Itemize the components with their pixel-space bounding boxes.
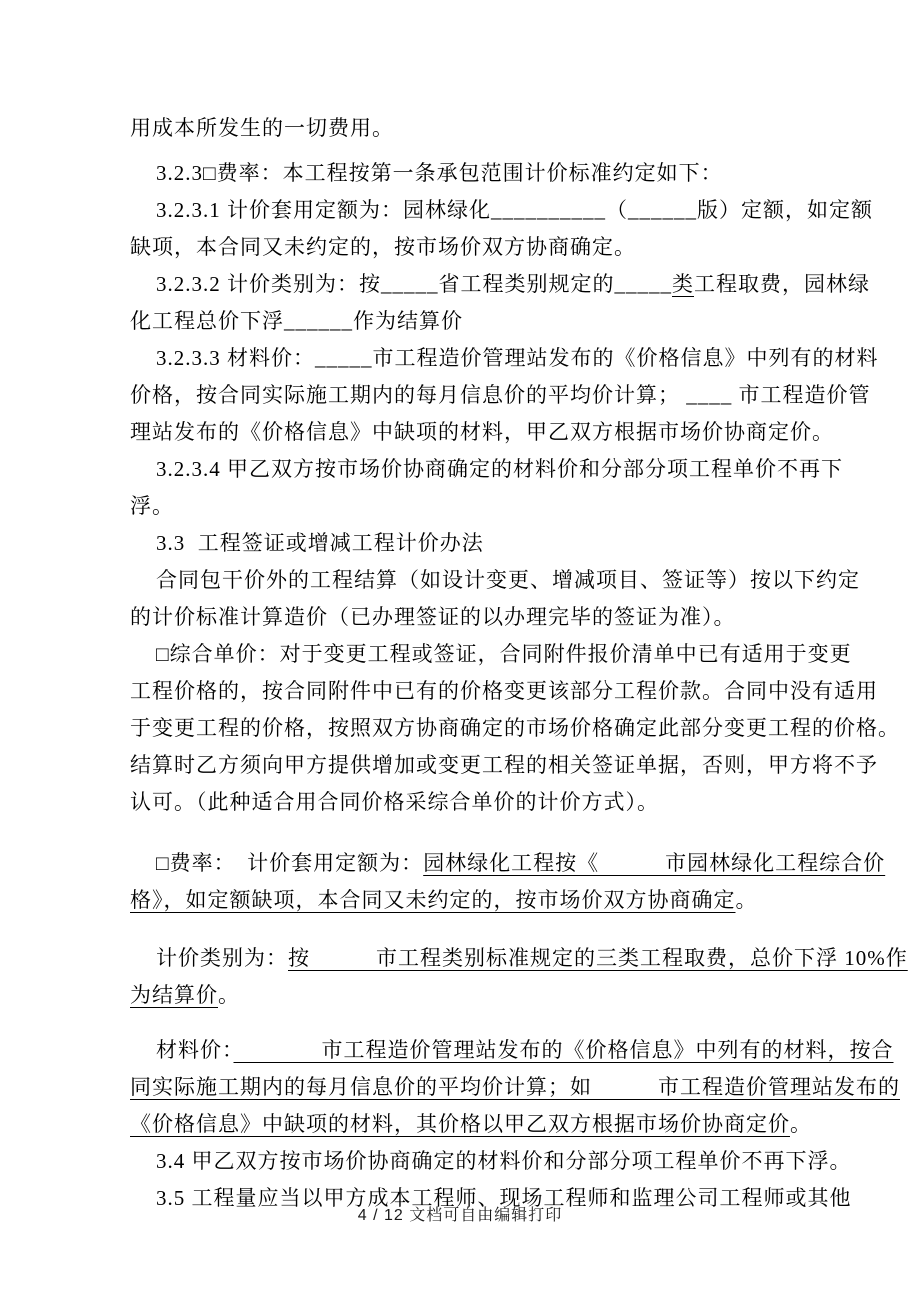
text-run: 的计价标准计算造价（已办理签证的以办理完毕的签证为准）。 (130, 605, 736, 629)
text-run: 3.5 工程量应当以甲方成本工程师、现场工程师和监理公司工程师或其他 (156, 1186, 852, 1210)
document-line (130, 636, 890, 673)
document-line (130, 882, 890, 919)
text-run: 化工程总价下浮______作为结算价 (130, 309, 463, 333)
text-run: 工程价格的，按合同附件中已有的价格变更该部分工程价款。合同中没有适用 (130, 679, 878, 703)
text-run: 3.2.3.2 计价类别为：按_____省工程类别规定的_____ (156, 272, 672, 296)
page-footer (0, 1204, 920, 1228)
underlined-text-run: 园林绿化工程按《 市园林绿化工程综合价 (423, 851, 886, 875)
text-run: 认可。（此种适合用合同价格采综合单价的计价方式）。 (130, 790, 659, 814)
document-line (130, 414, 890, 451)
text-run: 3.2.3.1 计价套用定额为：园林绿化__________（______版）定额，如定额 (156, 198, 873, 222)
underlined-text-run: 类 (672, 272, 694, 296)
document-line (130, 229, 890, 266)
document-line (130, 747, 890, 784)
document-line (130, 1069, 900, 1106)
underlined-text-run: 市工程造价管理站发布的《价格信息》中列有的材料，按合 (233, 1038, 894, 1062)
document-line (130, 266, 890, 303)
document-line (130, 377, 890, 414)
text-run: 3.2.3□费率：本工程按第一条承包范围计价标准约定如下： (156, 161, 723, 185)
text-run: 3.4 甲乙双方按市场价协商确定的材料价和分部分项工程单价不再下浮。 (156, 1149, 852, 1173)
underlined-text-run: 《价格信息》中缺项的材料，其价格以甲乙双方根据市场价协商定价 (130, 1112, 790, 1136)
document-line (130, 599, 890, 636)
document-line (130, 488, 890, 525)
document-line (130, 155, 890, 192)
document-body (130, 110, 908, 1217)
text-run: □费率： 计价套用定额为： (156, 851, 424, 875)
text-run: 用成本所发生的一切费用。 (130, 116, 394, 140)
text-run: 于变更工程的价格，按照双方协商确定的市场价格确定此部分变更工程的价格。 (130, 716, 900, 740)
text-run: 3.3 工程签证或增减工程计价办法 (156, 531, 484, 555)
document-line (130, 845, 890, 882)
underlined-text-run: 按 市工程类别标准规定的三类工程取费，总价下浮 10%作 (288, 946, 908, 970)
text-run: 价格，按合同实际施工期内的每月信息价的平均价计算； ____ 市工程造价管 (130, 383, 871, 407)
page-number-label: 4 / 12 文档可自由编辑打印 (357, 1207, 563, 1224)
underlined-text-run: 为结算价 (130, 983, 218, 1007)
document-line (130, 451, 890, 488)
text-run: 理站发布的《价格信息》中缺项的材料，甲乙双方根据市场价协商定价。 (130, 420, 834, 444)
text-run: 。 (790, 1112, 812, 1136)
text-run: □综合单价：对于变更工程或签证，合同附件报价清单中已有适用于变更 (156, 642, 852, 666)
text-run: 。 (218, 983, 240, 1007)
text-run: 计价类别为： (156, 946, 288, 970)
text-run: 合同包干价外的工程结算（如设计变更、增减项目、签证等）按以下约定 (156, 568, 860, 592)
text-run: 工程取费，园林绿 (694, 272, 870, 296)
text-run: 3.2.3.3 材料价：_____市工程造价管理站发布的《价格信息》中列有的材料 (156, 346, 879, 370)
document-line (130, 1143, 890, 1180)
document-line (130, 710, 900, 747)
document-line (130, 303, 890, 340)
underlined-text-run: 格》，如定额缺项，本合同又未约定的，按市场价双方协商确定 (130, 888, 736, 912)
document-line (130, 940, 908, 977)
text-run: 。 (735, 888, 758, 912)
text-run: 结算时乙方须向甲方提供增加或变更工程的相关签证单据，否则，甲方将不予 (130, 753, 878, 777)
text-run: 材料价： (156, 1038, 234, 1062)
document-line (130, 977, 890, 1014)
text-run: 3.2.3.4 甲乙双方按市场价协商确定的材料价和分部分项工程单价不再下 (156, 457, 843, 481)
document-line (130, 110, 890, 147)
document-line (130, 340, 890, 377)
document-line (130, 525, 890, 562)
underlined-text-run: 同实际施工期内的每月信息价的平均价计算；如 市工程造价管理站发布的 (130, 1075, 900, 1099)
document-line (130, 192, 890, 229)
document-line (130, 562, 890, 599)
text-run: 浮。 (130, 494, 174, 518)
document-line (130, 673, 890, 710)
document-line (130, 1106, 890, 1143)
document-line (130, 1032, 894, 1069)
text-run: 缺项，本合同又未约定的，按市场价双方协商确定。 (130, 235, 636, 259)
document-line (130, 784, 890, 821)
